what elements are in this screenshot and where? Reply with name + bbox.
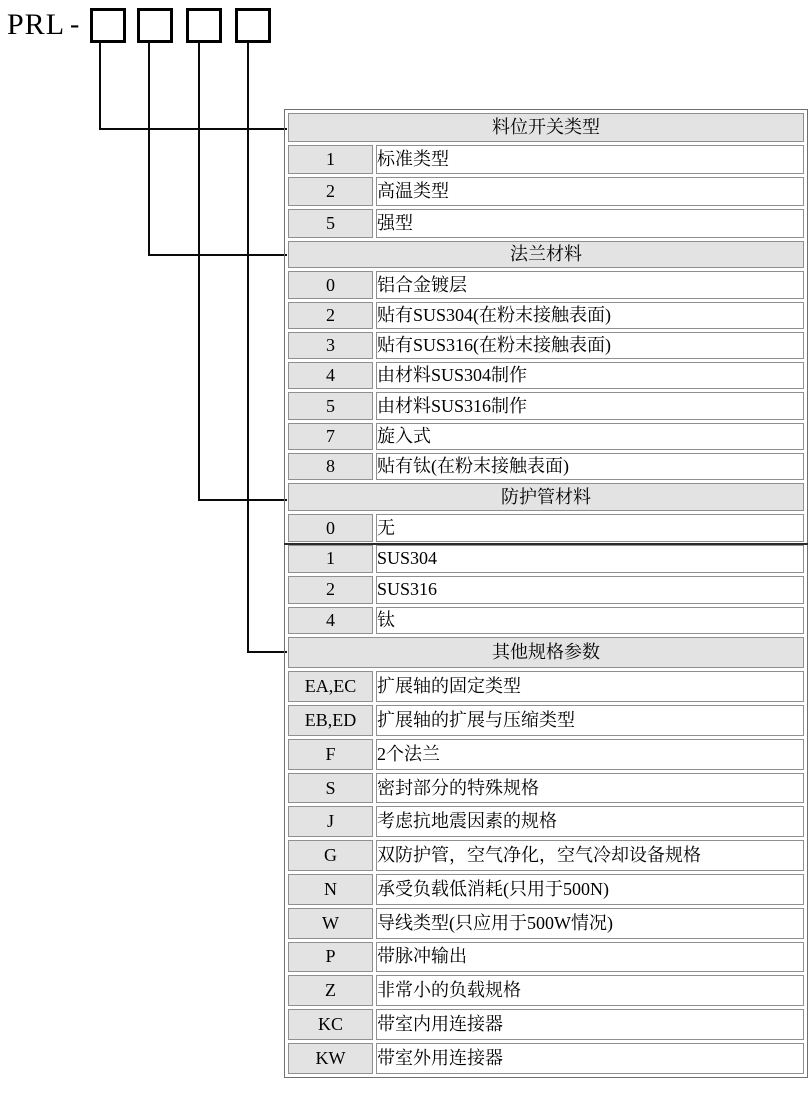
table-row (288, 302, 804, 329)
code-cell: 5 (288, 392, 373, 419)
table-row (288, 840, 804, 871)
description-cell: 2个法兰 (376, 739, 804, 770)
code-cell: 1 (288, 145, 373, 174)
table-row (288, 975, 804, 1006)
table-row (288, 806, 804, 837)
description-cell: 旋入式 (376, 423, 804, 450)
code-cell: KC (288, 1009, 373, 1040)
table-row (288, 423, 804, 450)
description-cell: 承受负载低消耗(只用于500N) (376, 874, 804, 905)
description-cell: SUS304 (376, 545, 804, 573)
section-title: 料位开关类型 (288, 113, 804, 142)
code-cell: N (288, 874, 373, 905)
table-row (288, 671, 804, 702)
code-cell: 4 (288, 607, 373, 635)
description-cell: 非常小的负载规格 (376, 975, 804, 1006)
description-cell: 铝合金镀层 (376, 271, 804, 298)
description-cell: 带室外用连接器 (376, 1043, 804, 1074)
description-cell: 钛 (376, 607, 804, 635)
section-header-row (288, 113, 804, 142)
connector-line-4-vertical (247, 42, 249, 653)
code-cell: J (288, 806, 373, 837)
table-row (288, 514, 804, 542)
code-cell: 8 (288, 453, 373, 480)
code-box-4 (235, 8, 271, 43)
code-box-1 (90, 8, 126, 43)
description-cell: 密封部分的特殊规格 (376, 773, 804, 804)
table-row (288, 332, 804, 359)
table-row (288, 739, 804, 770)
table-row (288, 908, 804, 939)
description-cell: 扩展轴的扩展与压缩类型 (376, 705, 804, 736)
section-title: 其他规格参数 (288, 637, 804, 668)
code-cell: 1 (288, 545, 373, 573)
table-row (288, 1043, 804, 1074)
code-cell: Z (288, 975, 373, 1006)
table-row (288, 545, 804, 573)
code-cell: 4 (288, 362, 373, 389)
description-cell: 双防护管，空气净化，空气冷却设备规格 (376, 840, 804, 871)
description-cell: 由材料SUS304制作 (376, 362, 804, 389)
code-cell: 2 (288, 302, 373, 329)
code-cell: 3 (288, 332, 373, 359)
code-cell: P (288, 942, 373, 973)
code-cell: 2 (288, 576, 373, 604)
connector-line-1-vertical (99, 42, 101, 130)
code-cell: G (288, 840, 373, 871)
code-cell: S (288, 773, 373, 804)
table-row (288, 209, 804, 238)
code-cell: KW (288, 1043, 373, 1074)
table-row (288, 942, 804, 973)
table-row (288, 705, 804, 736)
table-row (288, 1009, 804, 1040)
section-header-row (288, 241, 804, 268)
description-cell: 由材料SUS316制作 (376, 392, 804, 419)
model-separator: - (70, 9, 80, 40)
table-row (288, 453, 804, 480)
code-cell: EA,EC (288, 671, 373, 702)
section-header-row (288, 483, 804, 511)
connector-line-2-vertical (148, 42, 150, 256)
section-header-row (288, 637, 804, 668)
table-row (288, 271, 804, 298)
description-cell: 高温类型 (376, 177, 804, 206)
description-cell: 导线类型(只应用于500W情况) (376, 908, 804, 939)
connector-line-4-horizontal (247, 651, 287, 653)
code-cell: EB,ED (288, 705, 373, 736)
code-cell: 7 (288, 423, 373, 450)
thick-divider-line (284, 543, 808, 545)
code-cell: 5 (288, 209, 373, 238)
table-row (288, 576, 804, 604)
model-prefix: PRL (7, 8, 66, 41)
table-row (288, 773, 804, 804)
description-cell: 扩展轴的固定类型 (376, 671, 804, 702)
code-cell: 2 (288, 177, 373, 206)
description-cell: 考虑抗地震因素的规格 (376, 806, 804, 837)
code-cell: 0 (288, 271, 373, 298)
code-box-3 (186, 8, 222, 43)
description-cell: 贴有钛(在粉末接触表面) (376, 453, 804, 480)
connector-line-1-horizontal (99, 128, 287, 130)
section-title: 法兰材料 (288, 241, 804, 268)
table-row (288, 177, 804, 206)
description-cell: 贴有SUS304(在粉末接触表面) (376, 302, 804, 329)
table-row (288, 392, 804, 419)
description-cell: 强型 (376, 209, 804, 238)
description-cell: 贴有SUS316(在粉末接触表面) (376, 332, 804, 359)
code-cell: W (288, 908, 373, 939)
table-row (288, 145, 804, 174)
section-title: 防护管材料 (288, 483, 804, 511)
table-row (288, 362, 804, 389)
connector-line-3-horizontal (198, 499, 287, 501)
table-row (288, 874, 804, 905)
code-box-2 (137, 8, 173, 43)
description-cell: 带脉冲输出 (376, 942, 804, 973)
connector-line-3-vertical (198, 42, 200, 501)
description-cell: 标准类型 (376, 145, 804, 174)
code-cell: 0 (288, 514, 373, 542)
description-cell: 无 (376, 514, 804, 542)
spec-table (284, 109, 808, 1078)
description-cell: 带室内用连接器 (376, 1009, 804, 1040)
description-cell: SUS316 (376, 576, 804, 604)
code-cell: F (288, 739, 373, 770)
connector-line-2-horizontal (148, 254, 287, 256)
table-row (288, 607, 804, 635)
